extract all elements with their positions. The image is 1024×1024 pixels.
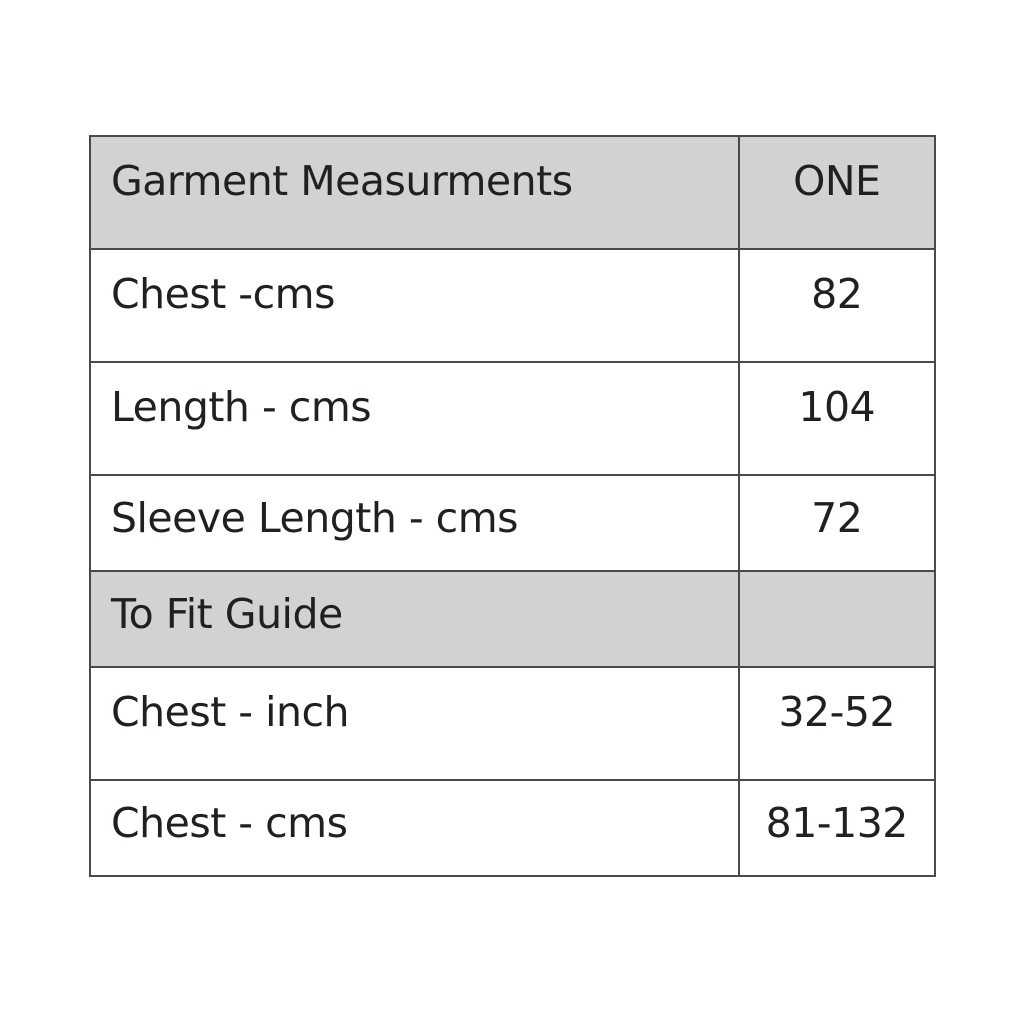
row-label [90,362,739,475]
table-row [90,667,935,780]
row-value-text: 81-132 [765,799,908,847]
row-value [739,249,935,362]
size-chart-table [89,135,936,877]
row-label-text: Chest - cms [111,799,348,847]
section-header-garment-measurements [90,136,935,249]
row-value [739,475,935,571]
section-header-label-text: To Fit Guide [111,590,343,638]
row-value [739,780,935,876]
row-label-text: Sleeve Length - cms [111,494,519,542]
row-label [90,780,739,876]
size-column-header [739,136,935,249]
section-header-label [90,571,739,667]
row-label [90,249,739,362]
table-row [90,249,935,362]
section-header-value [739,571,935,667]
row-value-text: 32-52 [778,688,896,736]
row-value [739,667,935,780]
row-value-text: 72 [811,494,863,542]
row-label-text: Chest - inch [111,688,350,736]
row-label-text: Chest -cms [111,270,335,318]
row-value-text: 104 [798,383,876,431]
size-column-header-text: ONE [793,157,881,205]
row-label [90,475,739,571]
table-row [90,362,935,475]
section-header-to-fit-guide [90,571,935,667]
table-row [90,780,935,876]
section-header-label [90,136,739,249]
table-row [90,475,935,571]
row-label-text: Length - cms [111,383,372,431]
section-header-label-text: Garment Measurments [111,157,573,205]
row-value [739,362,935,475]
row-label [90,667,739,780]
row-value-text: 82 [811,270,863,318]
